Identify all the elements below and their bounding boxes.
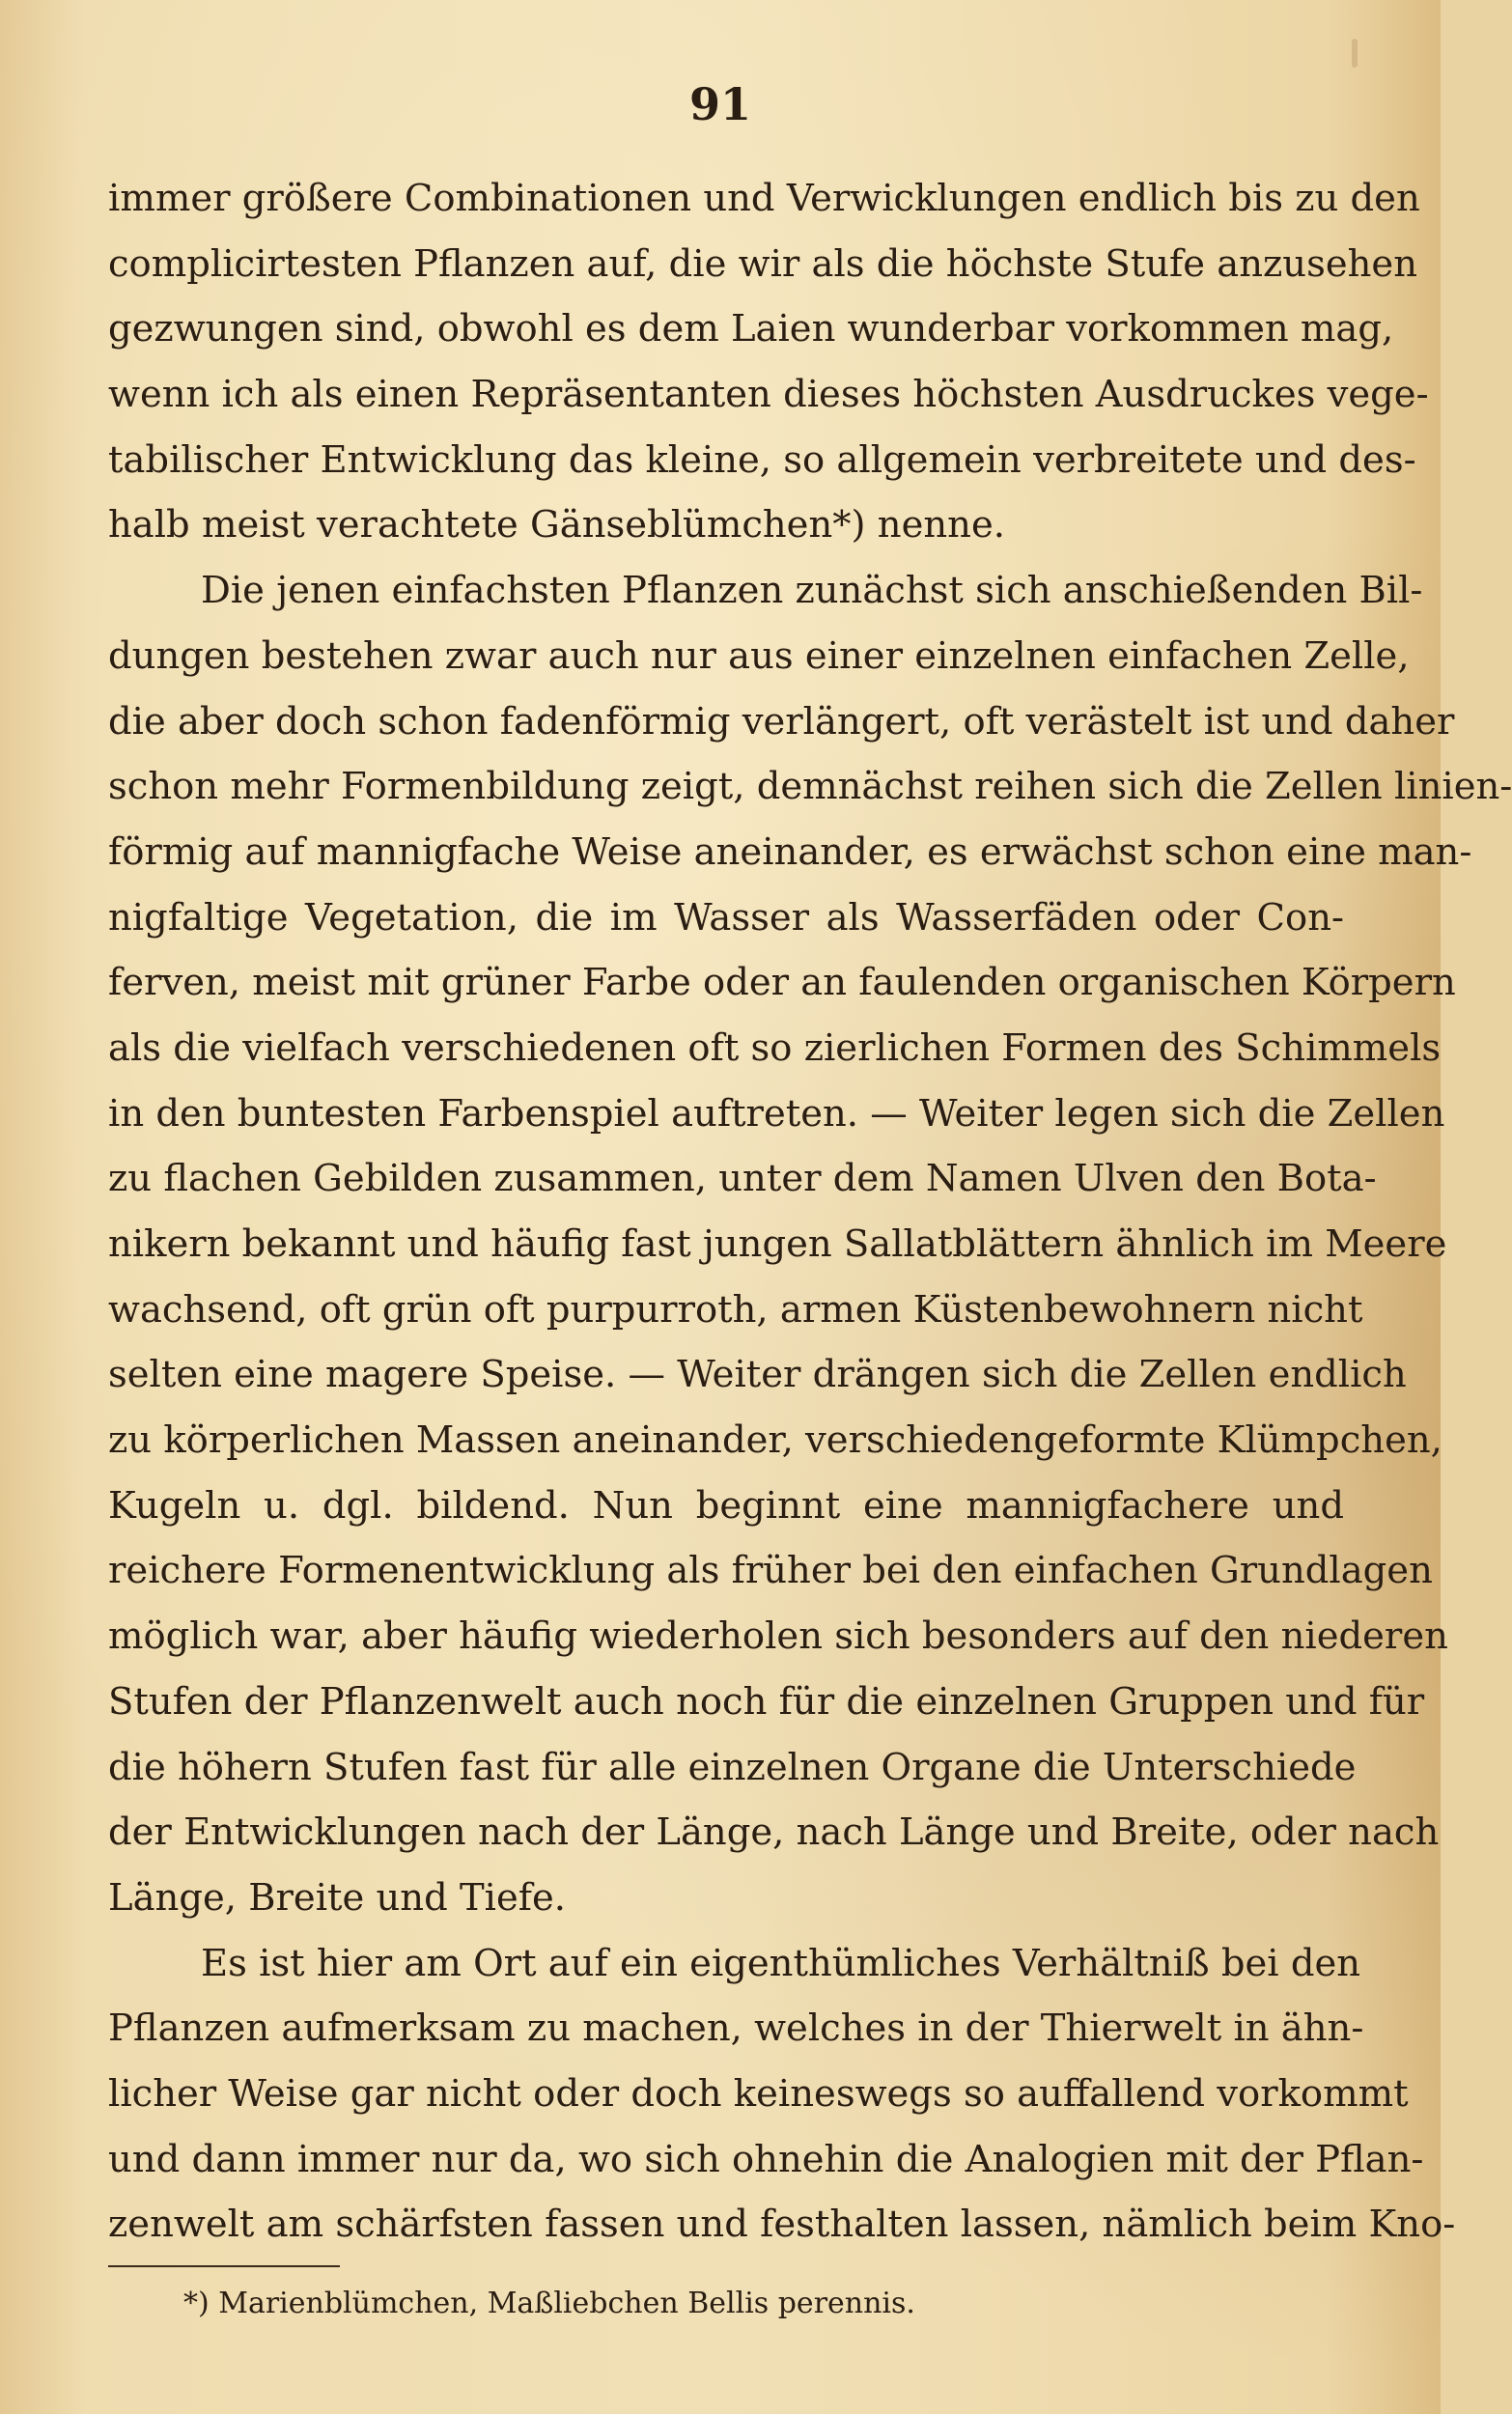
text-line: nigfaltige Vegetation, die im Wasser als Wasserfäden oder Con- bbox=[108, 895, 1344, 940]
text-line: reichere Formenentwicklung als früher bei den einfachen Grundlagen bbox=[108, 1549, 1433, 1593]
text-line: halb meist verachtete Gänseblümchen*) nenne. bbox=[108, 503, 1005, 547]
text-line: complicirtesten Pflanzen auf, die wir als die höchste Stufe anzusehen bbox=[108, 241, 1418, 286]
body-text bbox=[108, 166, 1512, 2258]
text-line: die aber doch schon fadenförmig verlängert, oft verästelt ist und daher bbox=[108, 699, 1455, 744]
text-line: Kugeln u. dgl. bildend. Nun beginnt eine mannigfachere und bbox=[108, 1483, 1344, 1528]
text-line: förmig auf mannigfache Weise aneinander, es erwächst schon eine man- bbox=[108, 829, 1472, 874]
text-line: zenwelt am schärfsten fassen und festhalten lassen, nämlich beim Kno- bbox=[108, 2203, 1456, 2247]
text-line: zu flachen Gebilden zusammen, unter dem Namen Ulven den Bota- bbox=[108, 1157, 1377, 1201]
text-line: nikern bekannt und häufig fast jungen Sallatblättern ähnlich im Meere bbox=[108, 1222, 1447, 1266]
text-line: in den buntesten Farbenspiel auftreten. — Weiter legen sich die Zellen bbox=[108, 1091, 1445, 1136]
text-line: gezwungen sind, obwohl es dem Laien wunderbar vorkommen mag, bbox=[108, 307, 1394, 351]
page-number: 91 bbox=[688, 78, 751, 130]
text-line: der Entwicklungen nach der Länge, nach Länge und Breite, oder nach bbox=[108, 1810, 1440, 1855]
text-line: selten eine magere Speise. — Weiter drängen sich die Zellen endlich bbox=[108, 1353, 1407, 1397]
text-line: immer größere Combinationen und Verwicklungen endlich bis zu den bbox=[108, 177, 1420, 220]
footnote: *) Marienblümchen, Maßliebchen Bellis perennis. bbox=[183, 2287, 915, 2320]
text-line: möglich war, aber häufig wiederholen sich besonders auf den niederen bbox=[108, 1614, 1448, 1659]
text-line: tabilischer Entwicklung das kleine, so allgemein verbreitete und des- bbox=[108, 437, 1416, 482]
text-line: schon mehr Formenbildung zeigt, demnächst reihen sich die Zellen linien- bbox=[108, 765, 1512, 809]
paragraph-start: Es ist hier am Ort auf ein eigenthümliches Verhältniß bei den bbox=[201, 1941, 1361, 1985]
text-line: Stufen der Pflanzenwelt auch noch für die einzelnen Gruppen und für bbox=[108, 1679, 1425, 1724]
paper-smudge bbox=[1352, 39, 1358, 68]
text-line: als die vielfach verschiedenen oft so zierlichen Formen des Schimmels bbox=[108, 1025, 1442, 1070]
paragraph-start: Die jenen einfachsten Pflanzen zunächst sich anschießenden Bil- bbox=[201, 569, 1423, 613]
text-line: ferven, meist mit grüner Farbe oder an faulenden organischen Körpern bbox=[108, 961, 1456, 1005]
text-line: und dann immer nur da, wo sich ohnehin die Analogien mit der Pflan- bbox=[108, 2137, 1424, 2181]
text-line: wenn ich als einen Repräsentanten dieses höchsten Ausdruckes vege- bbox=[108, 373, 1429, 417]
text-line: Pflanzen aufmerksam zu machen, welches in der Thierwelt in ähn- bbox=[108, 2007, 1364, 2051]
text-line: zu körperlichen Massen aneinander, verschiedengeformte Klümpchen, bbox=[108, 1418, 1442, 1463]
text-line: Länge, Breite und Tiefe. bbox=[108, 1875, 567, 1920]
text-line: dungen bestehen zwar auch nur aus einer einzelnen einfachen Zelle, bbox=[108, 633, 1410, 678]
text-line: die höhern Stufen fast für alle einzelnen Organe die Unterschiede bbox=[108, 1745, 1357, 1789]
text-line: licher Weise gar nicht oder doch keineswegs so auffallend vorkommt bbox=[108, 2071, 1409, 2116]
footnote-rule bbox=[108, 2265, 340, 2267]
text-line: wachsend, oft grün oft purpurroth, armen Küstenbewohnern nicht bbox=[108, 1287, 1363, 1332]
